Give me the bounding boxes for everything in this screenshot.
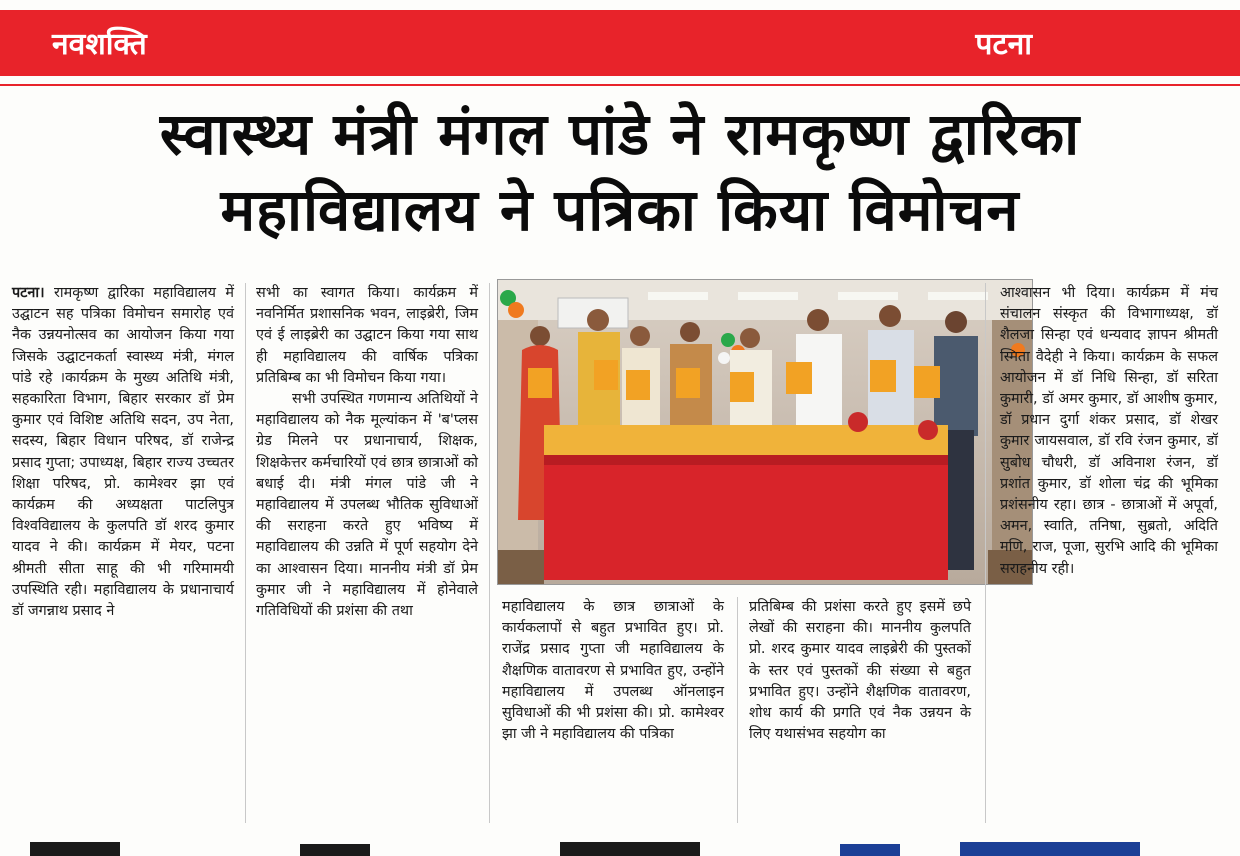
article-column-4 [749,597,971,745]
column-1-text: रामकृष्ण द्वारिका महाविद्यालय में उद्घाटन सह पत्रिका विमोचन समारोह एवं नैक उन्नयनोत्सव का आयोजन किया गया जिसके उद्घाटनकर्ता स्वास्थ्य मंत्री, मंगल पांडे रहे ।कार्यक्रम के मुख्य अतिथि मंत्री, सहकारिता विभाग, बिहार सरकार डॉ प्रेम कुमार एवं विशिष्ट अतिथि सदन, उप नेता, सदस्य, बिहार विधान परिषद, डॉ राजेन्द्र प्रसाद गुप्ता; उपाध्यक्ष, बिहार राज्य उच्चतर शिक्षा परिषद, प्रो. कामेश्वर झा एवं कार्यक्रम की अध्यक्षता पाटलिपुत्र विश्वविद्यालय के कुलपति डॉ शरद कुमार यादव ने की। कार्यक्रम में मेयर, पटना श्रीमती सीता साहू की भी गरिमामयी उपस्थिति रही। महाविद्यालय के प्रधानाचार्य डॉ जगन्नाथ प्रसाद ने [12,285,234,620]
column-4-text: प्रतिबिम्ब की प्रशंसा करते हुए इसमें छपे लेखों की सराहना की। माननीय कुलपति प्रो. शरद कुमार यादव लाइब्रेरी की पुस्तकों के स्तर एवं पुस्तकों की संख्या से बहुत प्रभावित हुए। उन्होंने शैक्षणिक वातावरण, शोध कार्य की प्रगति एवं नैक उन्नयन के लिए यथासंभव सहयोग का [749,599,971,743]
column-divider [489,283,490,823]
article-column-1 [12,283,234,622]
column-3-text: महाविद्यालय के छात्र छात्राओं के कार्यकलापों से बहुत प्रभावित हुए। प्रो. राजेंद्र प्रसाद गुप्ता जी महाविद्यालय के शैक्षणिक वातावरण से प्रभावित हुए, उन्होंने महाविद्यालय में उपलब्ध ऑनलाइन सुविधाओं की भी प्रशंसा की। प्रो. कामेश्वर झा जी ने महाविद्यालय की पत्रिका [502,599,724,743]
masthead-bar [0,10,1240,76]
column-divider [245,283,246,823]
column-5-text: आश्वासन भी दिया। कार्यक्रम में मंच संचालन संस्कृत की विभागाध्यक्ष, डॉ शैलजा सिन्हा एवं धन्यवाद ज्ञापन श्रीमती स्मिता वैदेही ने किया। कार्यक्रम के सफल आयोजन में डॉ निधि सिन्हा, डॉ सरिता कुमारी, डॉ अमर कुमार, डॉ आशीष कुमार, डॉ प्रधान दुर्गा शंकर प्रसाद, डॉ शेखर कुमार जायसवाल, डॉ रवि रंजन कुमार, डॉ सुबोध चौधरी, डॉ अविनाश रंजन, डॉ प्रशांत कुमार, डॉ शोला चंद्र की भूमिका प्रशंसनीय रहा। छात्र - छात्राओं में अपूर्वा, अमन, स्वाति, तनिषा, सुब्रतो, अदिति मणि, राज, पूजा, सुरभि आदि की भूमिका सराहनीय रही। [1000,285,1218,577]
dateline: पटना। [12,285,45,301]
column-divider [737,597,738,823]
column-2-para-1: सभी का स्वागत किया। कार्यक्रम में नवनिर्मित प्रशासनिक भवन, लाइब्रेरी, जिम एवं ई लाइब्रेरी का उद्घाटन किया गया साथ ही महाविद्यालय की वार्षिक पत्रिका प्रतिबिम्ब का भी विमोचन किया गया। [256,285,478,386]
article-column-2 [256,283,478,622]
masthead-rule [0,84,1240,86]
column-divider [985,283,986,823]
article-column-5 [1000,283,1218,580]
column-2-para-2: सभी उपस्थित गणमान्य अतिथियों ने महाविद्यालय को नैक मूल्यांकन में 'ब'प्लस ग्रेड मिलने पर प्रधानाचार्य, शिक्षक, शिक्षकेत्तर कर्मचारियों एवं छात्र छात्राओं को बधाई दी। मंत्री मंगल पांडे जी ने महाविद्यालय में उपलब्ध भौतिक सुविधाओं की सराहना करते हुए भविष्य में महाविद्यालय की उन्नति में पूर्ण सहयोग देने का आश्वासन दिया। माननीय मंत्री डॉ प्रेम कुमार जी ने महाविद्यालय में होनेवाले गतिविधियों की प्रशंसा की तथा [256,391,478,620]
headline-line-2: महाविद्यालय ने पत्रिका किया विमोचन [220,176,1020,244]
headline-line-1: स्वास्थ्य मंत्री मंगल पांडे ने रामकृष्ण द्वारिका [159,100,1081,168]
article-column-3 [502,597,724,745]
next-article-strip [0,836,1240,856]
event-photo-illustration [498,280,1032,584]
newspaper-name: नवशक्ति [52,27,147,62]
headline [0,96,1240,248]
edition-city: पटना [975,27,1032,62]
event-photo [497,279,1033,585]
